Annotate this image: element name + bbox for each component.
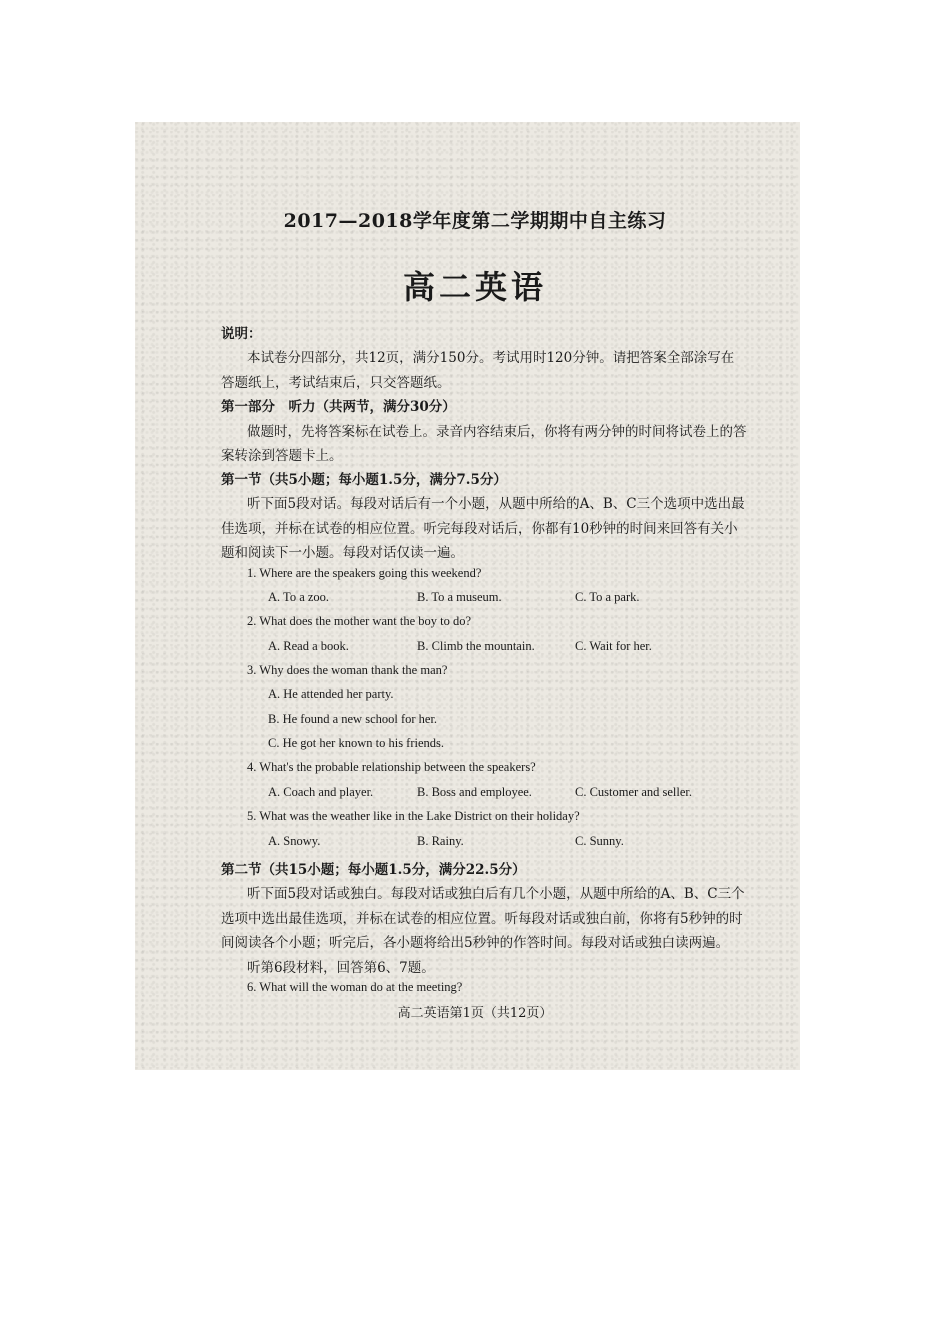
- section1-line-3: 题和阅读下一小题。每段对话仅读一遍。: [221, 545, 464, 561]
- q1-option-a: A. To a zoo.: [268, 590, 330, 604]
- instructions-label: 说明：: [221, 326, 262, 342]
- q3-option-c: C. He got her known to his friends.: [268, 736, 445, 750]
- question-1: 1. Where are the speakers going this weekend?: [247, 566, 482, 580]
- q4-option-a: A. Coach and player.: [268, 785, 374, 799]
- part1-heading: 第一部分 听力（共两节，满分30分）: [221, 399, 456, 415]
- q4-option-c: C. Customer and seller.: [575, 785, 692, 799]
- q5-option-a: A. Snowy.: [268, 834, 321, 848]
- part1-line-2: 案转涂到答题卡上。: [221, 448, 343, 464]
- q3-option-a: A. He attended her party.: [268, 687, 394, 701]
- q4-option-b: B. Boss and employee.: [417, 785, 532, 799]
- section2-line-2: 选项中选出最佳选项，并标在试卷的相应位置。听每段对话或独白前，你将有5秒钟的时: [221, 911, 743, 927]
- section1-line-2: 佳选项，并标在试卷的相应位置。听完每段对话后，你都有10秒钟的时间来回答有关小: [221, 521, 738, 537]
- section1-heading: 第一节（共5小题；每小题1.5分，满分7.5分）: [221, 472, 507, 488]
- instructions-line-1: 本试卷分四部分，共12页，满分150分。考试用时120分钟。请把答案全部涂写在: [247, 350, 735, 366]
- section2-line-1: 听下面5段对话或独白。每段对话或独白后有几个小题，从题中所给的A、B、C三个: [247, 886, 745, 902]
- section2-heading: 第二节（共15小题；每小题1.5分，满分22.5分）: [221, 862, 526, 878]
- page-footer: 高二英语第1页（共12页）: [397, 1006, 553, 1021]
- section1-line-1: 听下面5段对话。每段对话后有一个小题，从题中所给的A、B、C三个选项中选出最: [247, 496, 745, 512]
- instructions-line-2: 答题纸上，考试结束后，只交答题纸。: [221, 375, 451, 391]
- question-3: 3. Why does the woman thank the man?: [247, 663, 448, 677]
- q2-option-a: A. Read a book.: [268, 639, 349, 653]
- q2-option-c: C. Wait for her.: [575, 639, 652, 653]
- part1-line-1: 做题时，先将答案标在试卷上。录音内容结束后，你将有两分钟的时间将试卷上的答: [247, 424, 747, 440]
- question-5: 5. What was the weather like in the Lake District on their holiday?: [247, 809, 580, 823]
- section2-material: 听第6段材料，回答第6、7题。: [247, 960, 435, 976]
- question-4: 4. What's the probable relationship between the speakers?: [247, 760, 536, 774]
- subject-title: 高二英语: [402, 268, 547, 306]
- section2-line-3: 间阅读各个小题；听完后，各小题将给出5秒钟的作答时间。每段对话或独白读两遍。: [221, 935, 730, 951]
- question-2: 2. What does the mother want the boy to do?: [247, 614, 472, 628]
- q3-option-b: B. He found a new school for her.: [268, 712, 438, 726]
- exam-title: 2017—2018学年度第二学期期中自主练习: [283, 210, 667, 232]
- q2-option-b: B. Climb the mountain.: [417, 639, 535, 653]
- q1-option-c: C. To a park.: [575, 590, 640, 604]
- q5-option-b: B. Rainy.: [417, 834, 464, 848]
- q5-option-c: C. Sunny.: [575, 834, 624, 848]
- question-6: 6. What will the woman do at the meeting?: [247, 980, 463, 994]
- q1-option-b: B. To a museum.: [417, 590, 502, 604]
